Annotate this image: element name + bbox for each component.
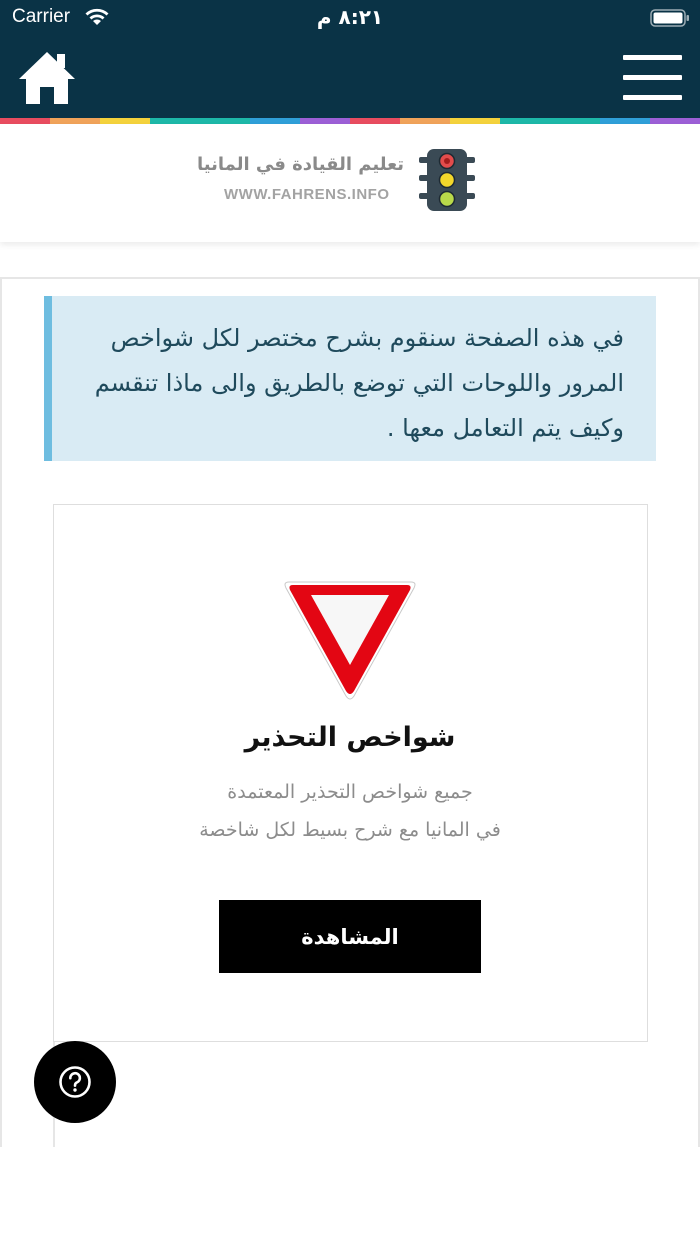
help-button[interactable] (34, 1041, 116, 1123)
battery-icon (650, 9, 690, 27)
intro-text: في هذه الصفحة سنقوم بشرح مختصر لكل شواخص المرور واللوحات التي توضع بالطريق والى ماذا تنقسم وكيف يتم التعامل معها . (94, 324, 624, 442)
status-time: ٨:٢١ م (316, 5, 384, 29)
hamburger-menu-icon[interactable] (623, 55, 682, 101)
help-question-icon (58, 1065, 92, 1099)
card-description-line-2: في المانيا مع شرح بسيط لكل شاخصة (199, 819, 501, 841)
logo-url: WWW.FAHRENS.INFO (224, 186, 390, 203)
view-button[interactable]: المشاهدة (219, 900, 481, 973)
card-description-line-1: جميع شواخص التحذير المعتمدة (227, 781, 473, 803)
status-bar (0, 0, 700, 36)
card-description (0, 773, 700, 849)
card-title: شواخص التحذير (244, 722, 456, 753)
logo-title: تعليم القيادة في المانيا (197, 154, 404, 175)
home-icon[interactable] (18, 50, 76, 106)
yield-sign-icon (281, 578, 419, 702)
top-navigation-bar (0, 0, 700, 118)
logo-header (0, 124, 700, 242)
carrier-label: Carrier (12, 6, 71, 27)
intro-box (44, 296, 656, 461)
traffic-light-icon (419, 149, 475, 211)
